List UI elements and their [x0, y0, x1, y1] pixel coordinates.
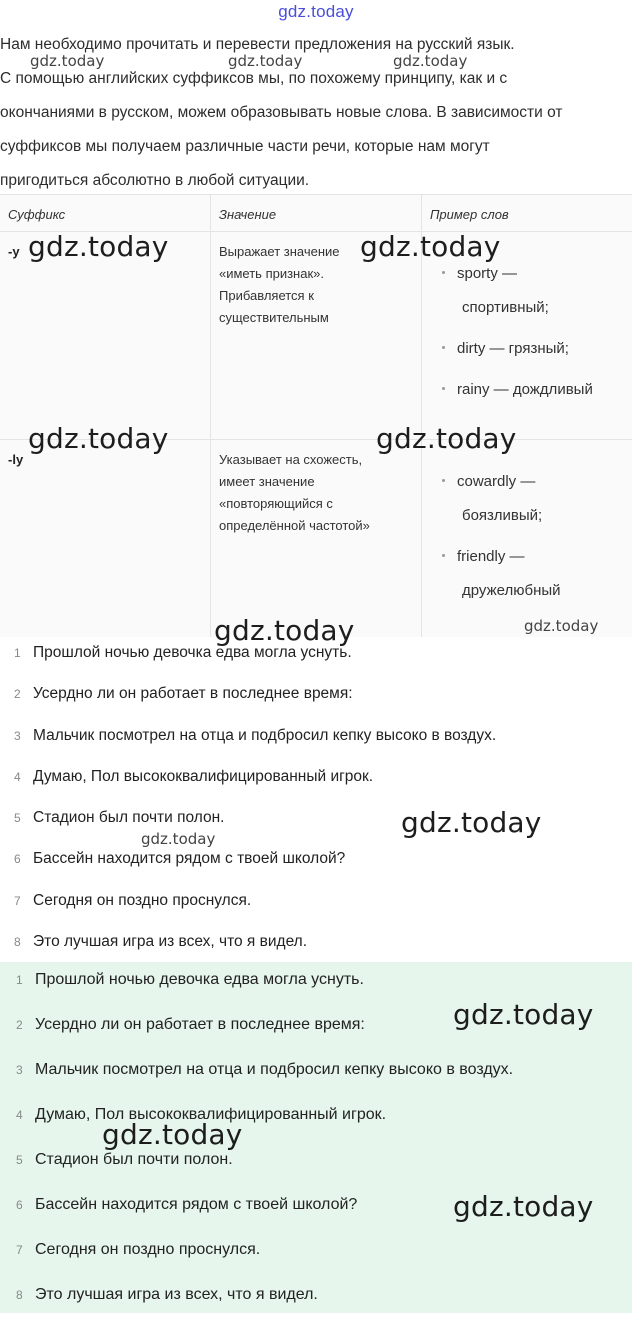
list-number: 1: [16, 973, 23, 987]
table-header-suffix: Суффикс: [8, 207, 66, 222]
list-item: [0, 1277, 632, 1322]
list-item: [0, 760, 632, 801]
example-text: sporty —: [457, 265, 518, 282]
watermark: gdz.today: [376, 422, 517, 455]
watermark: gdz.today: [141, 830, 216, 848]
intro-line: суффиксов мы получаем различные части речи, которые нам могут: [0, 138, 490, 155]
watermark: gdz.today: [214, 614, 355, 647]
list-text: Бассейн находится рядом с твоей школой?: [35, 1196, 358, 1213]
list-text: Прошлой ночью девочка едва могла уснуть.: [35, 971, 364, 988]
meaning-line: «повторяющийся с: [219, 496, 333, 511]
meaning-line: Указывает на схожесть,: [219, 452, 363, 467]
list-number: 6: [16, 1198, 23, 1212]
suffix-cell: -ly: [8, 452, 24, 467]
table-header-meaning: Значение: [219, 207, 277, 222]
list-text: Прошлой ночью девочка едва могла уснуть.: [33, 644, 352, 661]
sentence-list: [0, 636, 632, 966]
list-item: [0, 1052, 632, 1097]
watermark: gdz.today: [453, 998, 594, 1031]
example-item: [430, 465, 542, 533]
list-number: 4: [16, 1108, 23, 1122]
example-item: [430, 257, 549, 325]
list-item: [0, 677, 632, 718]
example-text: боязливый;: [462, 507, 543, 524]
example-text: friendly —: [457, 548, 525, 565]
list-text: Думаю, Пол высококвалифицированный игрок.: [33, 767, 374, 785]
site-logo[interactable]: gdz.today: [278, 2, 354, 21]
list-text: Стадион был почти полон.: [33, 809, 225, 827]
list-text: Бассейн находится рядом с твоей школой?: [33, 850, 346, 868]
intro-line: пригодиться абсолютно в любой ситуации.: [0, 172, 310, 189]
list-text: Сегодня он поздно проснулся.: [35, 1241, 261, 1258]
list-number: 7: [14, 893, 21, 908]
list-number: 7: [16, 1243, 23, 1257]
meaning-cell: [219, 449, 370, 537]
watermark: gdz.today: [524, 617, 599, 635]
list-item: [0, 1097, 632, 1142]
list-text: Усердно ли он работает в последнее время:: [33, 685, 353, 703]
watermark: gdz.today: [28, 422, 169, 455]
list-item: [0, 1232, 632, 1277]
bullet-icon: [442, 554, 445, 557]
list-text: Мальчик посмотрел на отца и подбросил кепку высоко в воздух.: [35, 1061, 514, 1078]
example-item: [430, 540, 561, 608]
intro-line: Нам необходимо прочитать и перевести предложения на русский язык.: [0, 36, 515, 53]
example-text: спортивный;: [462, 299, 549, 316]
list-item: [0, 719, 632, 760]
suffix-cell: -y: [8, 244, 20, 259]
watermark: gdz.today: [453, 1190, 594, 1223]
example-text: cowardly —: [457, 473, 536, 490]
bullet-icon: [442, 271, 445, 274]
list-number: 3: [16, 1063, 23, 1077]
bullet-icon: [442, 479, 445, 482]
watermark: gdz.today: [401, 806, 542, 839]
list-text: Сегодня он поздно проснулся.: [33, 891, 252, 909]
meaning-line: Выражает значение: [219, 244, 340, 259]
watermark: gdz.today: [393, 52, 468, 70]
watermark: gdz.today: [360, 230, 501, 263]
list-item: [0, 1142, 632, 1187]
table-header-examples: Пример слов: [430, 207, 509, 222]
list-text: Это лучшая игра из всех, что я видел.: [33, 933, 308, 951]
meaning-line: определённой частотой»: [219, 518, 370, 533]
list-number: 4: [14, 769, 21, 784]
meaning-cell: [219, 241, 340, 329]
table-divider: [210, 195, 211, 637]
list-text: Это лучшая игра из всех, что я видел.: [35, 1286, 318, 1303]
meaning-line: Прибавляется к: [219, 288, 314, 303]
list-number: 2: [16, 1018, 23, 1032]
intro-line: С помощью английских суффиксов мы, по похожему принципу, как и с: [0, 70, 508, 87]
list-number: 8: [16, 1288, 23, 1302]
list-number: 2: [14, 687, 21, 702]
list-text: Стадион был почти полон.: [35, 1151, 233, 1168]
example-text: dirty — грязный;: [457, 340, 569, 357]
example-text: rainy — дождливый: [457, 381, 593, 398]
bullet-icon: [442, 346, 445, 349]
watermark: gdz.today: [228, 52, 303, 70]
list-number: 6: [14, 852, 21, 867]
meaning-line: имеет значение: [219, 474, 315, 489]
watermark: gdz.today: [30, 52, 105, 70]
watermark: gdz.today: [28, 230, 169, 263]
list-item: [0, 925, 632, 966]
list-number: 5: [14, 811, 21, 826]
list-number: 8: [14, 935, 21, 950]
intro-line: окончаниями в русском, можем образовывать новые слова. В зависимости от: [0, 104, 563, 121]
list-number: 5: [16, 1153, 23, 1167]
meaning-line: существительным: [219, 310, 329, 325]
watermark: gdz.today: [102, 1118, 243, 1151]
example-item: [430, 332, 569, 366]
bullet-icon: [442, 387, 445, 390]
list-number: 1: [14, 646, 21, 660]
list-item: [0, 842, 632, 883]
list-text: Думаю, Пол высококвалифицированный игрок.: [35, 1106, 387, 1123]
meaning-line: «иметь признак».: [219, 266, 324, 281]
list-text: Усердно ли он работает в последнее время:: [35, 1016, 365, 1033]
list-text: Мальчик посмотрел на отца и подбросил кепку высоко в воздух.: [33, 726, 497, 744]
example-text: дружелюбный: [462, 582, 561, 599]
example-item: [430, 373, 593, 407]
list-item: [0, 884, 632, 925]
list-number: 3: [14, 728, 21, 743]
